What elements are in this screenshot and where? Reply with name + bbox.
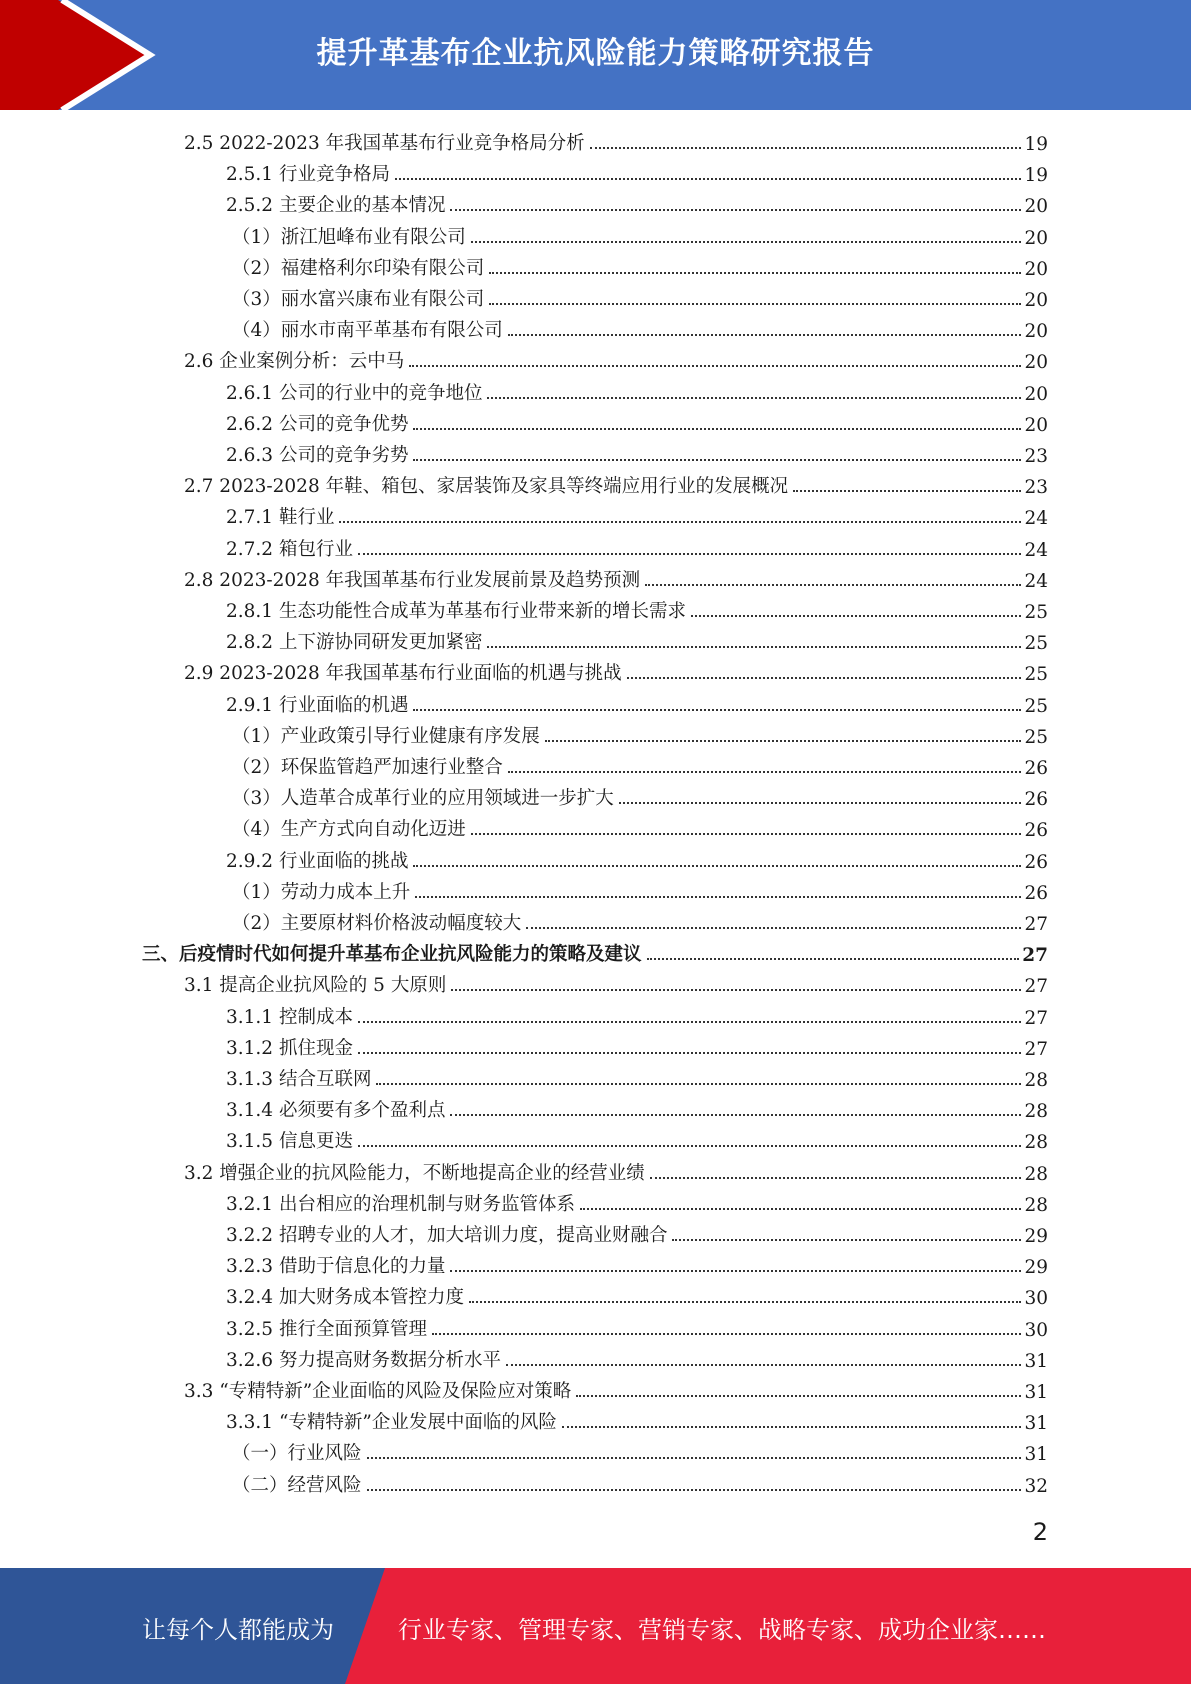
- toc-dot-leader: [562, 1425, 1022, 1428]
- toc-dot-leader: [576, 1394, 1021, 1397]
- toc-entry-title: （3）人造革合成革行业的应用领域进一步扩大: [232, 788, 614, 810]
- toc-dot-leader: [545, 739, 1022, 742]
- toc-entry-title: 2.6.2 公司的竞争优势: [226, 413, 409, 435]
- toc-entry-title: 2.9.2 行业面临的挑战: [226, 850, 409, 872]
- toc-entry[interactable]: [232, 813, 1048, 841]
- toc-entry-title: 三、后疫情时代如何提升革基布企业抗风险能力的策略及建议: [142, 944, 642, 966]
- toc-entry[interactable]: [226, 689, 1048, 717]
- toc-dot-leader: [508, 333, 1022, 336]
- toc-dot-leader: [489, 302, 1021, 305]
- toc-dot-leader: [413, 458, 1021, 461]
- toc-dot-leader: [580, 1207, 1021, 1210]
- toc-entry[interactable]: [232, 876, 1048, 904]
- toc-entry-page: 28: [1024, 1101, 1048, 1123]
- toc-entry-page: 20: [1024, 290, 1048, 311]
- toc-entry-page: 20: [1024, 352, 1048, 374]
- toc-entry-title: （1）浙江旭峰布业有限公司: [232, 226, 466, 248]
- toc-entry-title: 3.1.4 必须要有多个盈利点: [226, 1100, 446, 1122]
- toc-entry-title: 3.2.3 借助于信息化的力量: [226, 1256, 446, 1278]
- toc-entry[interactable]: [232, 314, 1048, 342]
- toc-entry[interactable]: [142, 938, 1048, 966]
- toc-entry-title: 3.1.5 信息更迭: [226, 1131, 353, 1153]
- toc-dot-leader: [469, 1300, 1021, 1303]
- toc-entry[interactable]: [184, 470, 1048, 498]
- toc-entry[interactable]: [226, 1001, 1048, 1029]
- toc-entry-page: 26: [1024, 789, 1048, 811]
- toc-entry-title: 2.5.1 行业竞争格局: [226, 164, 390, 186]
- toc-entry-title: （4）丽水市南平革基布有限公司: [232, 320, 503, 342]
- toc-entry[interactable]: [226, 1188, 1048, 1216]
- toc-dot-leader: [413, 427, 1021, 430]
- toc-entry-title: 3.2 增强企业的抗风险能力，不断地提高企业的经营业绩: [184, 1162, 645, 1184]
- toc-dot-leader: [508, 770, 1022, 773]
- toc-entry[interactable]: [226, 189, 1048, 217]
- toc-entry-title: 2.7.2 箱包行业: [226, 538, 353, 560]
- toc-dot-leader: [619, 801, 1022, 804]
- toc-entry-page: 25: [1024, 664, 1048, 686]
- footer-slogan-right: 行业专家、管理专家、营销专家、战略专家、成功企业家……: [398, 1616, 1046, 1644]
- toc-entry[interactable]: [226, 1344, 1048, 1372]
- toc-entry-page: 31: [1024, 1413, 1048, 1435]
- toc-entry-title: 2.9.1 行业面临的机遇: [226, 694, 409, 716]
- toc-dot-leader: [650, 1176, 1022, 1179]
- toc-entry-title: 3.2.5 推行全面预算管理: [226, 1318, 427, 1340]
- toc-entry-title: 3.2.4 加大财务成本管控力度: [226, 1287, 464, 1309]
- toc-entry[interactable]: [226, 845, 1048, 873]
- toc-entry-page: 20: [1024, 258, 1048, 280]
- toc-entry-page: 19: [1024, 165, 1048, 187]
- toc-dot-leader: [645, 583, 1021, 586]
- toc-dot-leader: [432, 1332, 1021, 1335]
- toc-dot-leader: [395, 177, 1021, 180]
- toc-entry-page: 20: [1024, 196, 1048, 218]
- toc-entry[interactable]: [226, 158, 1048, 186]
- toc-entry-title: （2）环保监管趋严加速行业整合: [232, 757, 503, 778]
- toc-entry-page: 29: [1024, 1226, 1048, 1247]
- toc-entry[interactable]: [232, 252, 1048, 280]
- toc-entry[interactable]: [226, 1219, 1048, 1247]
- toc-entry-page: 20: [1024, 383, 1048, 405]
- toc-entry-page: 20: [1024, 414, 1048, 436]
- toc-dot-leader: [376, 1082, 1021, 1085]
- toc-entry-page: 26: [1024, 851, 1048, 873]
- toc-entry-title: （2）福建格利尔印染有限公司: [232, 257, 485, 279]
- toc-dot-leader: [471, 240, 1022, 243]
- toc-entry-title: 3.2.2 招聘专业的人才，加大培训力度，提高业财融合: [226, 1225, 668, 1246]
- toc-entry-title: 2.8 2023-2028 年我国革基布行业发展前景及趋势预测: [184, 569, 641, 591]
- toc-entry[interactable]: [184, 345, 1048, 373]
- toc-entry[interactable]: [184, 564, 1048, 592]
- toc-entry-page: 31: [1024, 1350, 1048, 1372]
- toc-entry[interactable]: [226, 626, 1048, 654]
- toc-entry-page: 25: [1024, 602, 1048, 623]
- toc-dot-leader: [487, 396, 1021, 399]
- toc-entry-title: 3.1.1 控制成本: [226, 1006, 353, 1028]
- toc-entry-title: （3）丽水富兴康布业有限公司: [232, 289, 485, 310]
- toc-entry-title: 2.9 2023-2028 年我国革基布行业面临的机遇与挑战: [184, 663, 622, 685]
- toc-entry-page: 23: [1024, 446, 1048, 467]
- toc-entry[interactable]: [226, 1313, 1048, 1341]
- toc-entry-page: 26: [1024, 820, 1048, 842]
- toc-entry-page: 27: [1024, 1007, 1048, 1029]
- toc-dot-leader: [506, 1363, 1021, 1366]
- toc-entry[interactable]: [184, 127, 1048, 155]
- page-number: 2: [1032, 1518, 1048, 1546]
- toc-entry-page: 29: [1024, 1257, 1048, 1279]
- toc-entry[interactable]: [226, 533, 1048, 561]
- toc-entry-page: 25: [1024, 633, 1048, 655]
- toc-dot-leader: [415, 895, 1021, 898]
- toc-entry[interactable]: [226, 595, 1048, 623]
- toc-entry[interactable]: [226, 1250, 1048, 1278]
- toc-entry-page: 26: [1024, 758, 1048, 779]
- toc-entry[interactable]: [184, 969, 1048, 997]
- toc-entry-title: 2.5.2 主要企业的基本情况: [226, 195, 446, 217]
- toc-entry-title: 3.1 提高企业抗风险的 5 大原则: [184, 975, 447, 997]
- toc-dot-leader: [450, 1113, 1021, 1116]
- toc-dot-leader: [358, 1051, 1022, 1054]
- toc-entry-page: 27: [1022, 945, 1048, 967]
- toc-entry-page: 26: [1024, 882, 1048, 904]
- toc-entry-page: 28: [1024, 1132, 1048, 1154]
- toc-entry-page: 28: [1024, 1070, 1048, 1091]
- toc-dot-leader: [358, 1144, 1022, 1147]
- toc-dot-leader: [413, 864, 1021, 867]
- page-footer: [0, 1568, 1191, 1684]
- toc-entry[interactable]: [184, 1375, 1048, 1403]
- toc-dot-leader: [627, 676, 1022, 679]
- report-title: 提升革基布企业抗风险能力策略研究报告: [316, 36, 875, 71]
- toc-entry[interactable]: [184, 1157, 1048, 1185]
- toc-entry[interactable]: [226, 1032, 1048, 1060]
- toc-entry-page: 25: [1024, 726, 1048, 748]
- toc-dot-leader: [339, 520, 1021, 523]
- toc-dot-leader: [450, 208, 1021, 211]
- toc-entry[interactable]: [232, 782, 1048, 810]
- toc-entry-title: 3.1.3 结合互联网: [226, 1069, 372, 1090]
- footer-slogan-left: 让每个人都能成为: [142, 1616, 334, 1644]
- toc-dot-leader: [450, 1269, 1021, 1272]
- toc-entry-page: 28: [1024, 1194, 1048, 1216]
- toc-entry[interactable]: [226, 408, 1048, 436]
- toc-entry-title: （1）产业政策引导行业健康有序发展: [232, 725, 540, 747]
- toc-entry[interactable]: [226, 439, 1048, 467]
- toc-entry-title: （一）行业风险: [232, 1443, 362, 1465]
- toc-entry[interactable]: [226, 1125, 1048, 1153]
- toc-entry[interactable]: [232, 1469, 1048, 1497]
- toc-entry-page: 32: [1024, 1475, 1048, 1497]
- toc-entry-title: （1）劳动力成本上升: [232, 881, 411, 903]
- toc-entry-page: 20: [1024, 227, 1048, 249]
- toc-entry-page: 19: [1024, 134, 1048, 155]
- toc-entry-page: 30: [1024, 1319, 1048, 1341]
- toc-dot-leader: [358, 1020, 1022, 1023]
- page-header: [0, 0, 1191, 110]
- toc-entry-page: 24: [1024, 508, 1048, 530]
- toc-entry[interactable]: [184, 657, 1048, 685]
- toc-entry-page: 23: [1024, 477, 1048, 499]
- toc-entry[interactable]: [226, 1406, 1048, 1434]
- toc-entry-title: 2.6.3 公司的竞争劣势: [226, 445, 409, 466]
- toc-dot-leader: [367, 1488, 1022, 1491]
- toc-entry[interactable]: [232, 720, 1048, 748]
- toc-dot-leader: [471, 832, 1022, 835]
- toc-entry-page: 24: [1024, 539, 1048, 561]
- toc-entry-title: （二）经营风险: [232, 1474, 362, 1496]
- toc-entry-title: 3.1.2 抓住现金: [226, 1037, 353, 1059]
- toc-entry[interactable]: [226, 1063, 1048, 1091]
- toc-entry-title: 2.8.2 上下游协同研发更加紧密: [226, 632, 483, 654]
- toc-dot-leader: [590, 146, 1022, 149]
- toc-entry-page: 27: [1024, 1038, 1048, 1060]
- toc-entry-page: 25: [1024, 695, 1048, 717]
- toc-entry-title: 3.3.1 “专精特新”企业发展中面临的风险: [226, 1412, 557, 1434]
- toc-entry-page: 24: [1024, 570, 1048, 592]
- toc-entry-page: 27: [1024, 914, 1048, 935]
- toc-entry-title: 3.2.6 努力提高财务数据分析水平: [226, 1349, 501, 1371]
- toc-dot-leader: [672, 1238, 1021, 1241]
- toc-dot-leader: [451, 988, 1021, 991]
- toc-entry-title: 2.6.1 公司的行业中的竞争地位: [226, 382, 483, 404]
- toc-entry[interactable]: [232, 1437, 1048, 1465]
- toc-entry[interactable]: [232, 751, 1048, 779]
- toc-dot-leader: [358, 552, 1022, 555]
- toc-entry-page: 20: [1024, 321, 1048, 343]
- toc-entry-page: 30: [1024, 1288, 1048, 1310]
- toc-entry[interactable]: [226, 501, 1048, 529]
- toc-dot-leader: [691, 614, 1021, 617]
- toc-entry-page: 27: [1024, 976, 1048, 998]
- toc-dot-leader: [793, 489, 1021, 492]
- toc-dot-leader: [367, 1456, 1022, 1459]
- toc-entry-title: 2.5 2022-2023 年我国革基布行业竞争格局分析: [184, 133, 585, 154]
- toc-entry-page: 31: [1024, 1382, 1048, 1403]
- toc-entry-title: 3.2.1 出台相应的治理机制与财务监管体系: [226, 1193, 575, 1215]
- toc-entry-title: 2.7.1 鞋行业: [226, 507, 335, 529]
- toc-entry[interactable]: [226, 377, 1048, 405]
- toc-entry[interactable]: [232, 221, 1048, 249]
- toc-entry-page: 31: [1024, 1444, 1048, 1466]
- toc-dot-leader: [526, 926, 1021, 929]
- toc-entry-title: 2.7 2023-2028 年鞋、箱包、家居装饰及家具等终端应用行业的发展概况: [184, 476, 789, 498]
- toc-entry-title: （2）主要原材料价格波动幅度较大: [232, 913, 522, 934]
- toc-entry[interactable]: [232, 907, 1048, 935]
- toc-entry-title: 2.8.1 生态功能性合成革为革基布行业带来新的增长需求: [226, 601, 686, 622]
- toc-dot-leader: [647, 957, 1020, 960]
- toc-dot-leader: [413, 708, 1021, 711]
- toc-entry-page: 28: [1024, 1163, 1048, 1185]
- toc-dot-leader: [489, 271, 1021, 274]
- toc-entry-title: 3.3 “专精特新”企业面临的风险及保险应对策略: [184, 1381, 572, 1402]
- toc-entry[interactable]: [226, 1094, 1048, 1122]
- toc-entry[interactable]: [226, 1281, 1048, 1309]
- toc-dot-leader: [409, 364, 1021, 367]
- toc-entry-title: 2.6 企业案例分析：云中马: [184, 351, 405, 373]
- toc-entry-title: （4）生产方式向自动化迈进: [232, 819, 466, 841]
- toc-dot-leader: [487, 645, 1021, 648]
- toc-entry[interactable]: [232, 283, 1048, 311]
